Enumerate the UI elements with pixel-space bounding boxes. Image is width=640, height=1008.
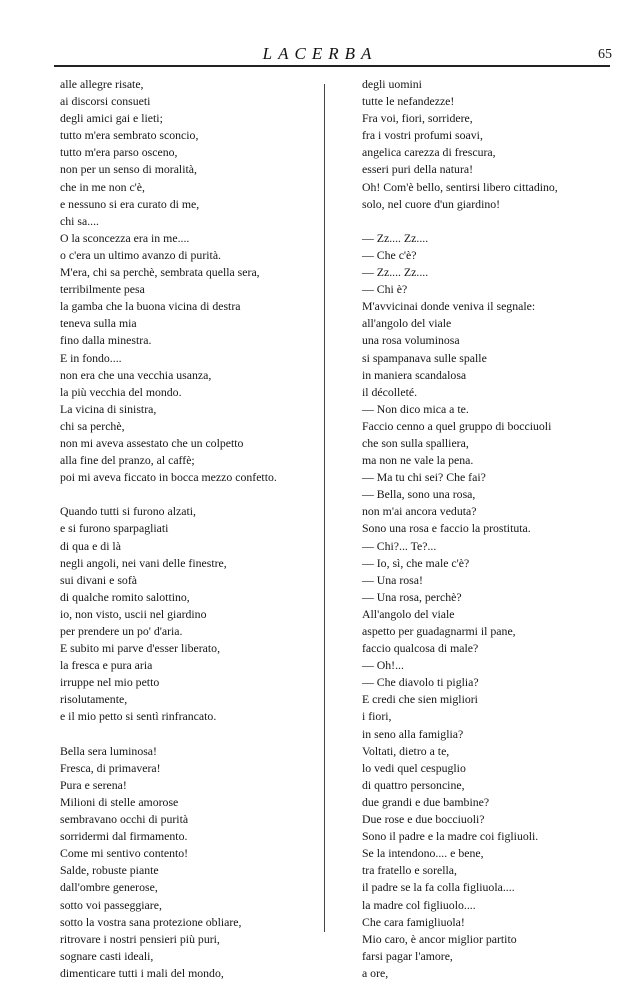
verse-line: — Una rosa! (362, 572, 423, 587)
verse-line: alle allegre risate, (60, 77, 144, 91)
stanza-break (362, 213, 620, 230)
verse-line: Fra voi, fiori, sorridere, (362, 111, 473, 126)
verse-line: Oh! Com'è bello, sentirsi libero cittadino, (362, 179, 558, 194)
verse-line: non per un senso di moralità, (60, 162, 197, 177)
verse-line: il décolleté. (362, 384, 418, 399)
verse-line: — Che diavolo ti piglia? (362, 675, 479, 690)
verse-line: Sono il padre e la madre coi figliuoli. (362, 829, 539, 844)
verse-line: — Chi è? (362, 282, 408, 297)
verse-line: E credi che sien migliori (362, 692, 478, 707)
verse-line: All'angolo del viale (362, 606, 455, 621)
verse-line: aspetto per guadagnarmi il pane, (362, 624, 516, 638)
verse-line: Faccio cenno a quel gruppo di bocciuoli (362, 418, 552, 433)
verse-line: negli angoli, nei vani delle finestre, (60, 555, 227, 570)
verse-line: che son sulla spalliera, (362, 435, 469, 450)
verse-line: due grandi e due bambine? (362, 794, 490, 809)
verse-line: Salde, robuste piante (60, 863, 159, 878)
verse-line: degli amici gai e lieti; (60, 111, 163, 126)
verse-line: esseri puri della natura! (362, 162, 474, 177)
verse-line: E subito mi parve d'esser liberato, (60, 641, 221, 656)
verse-line: risolutamente, (60, 692, 128, 707)
verse-line: ritrovare i nostri pensieri più puri, (60, 931, 220, 946)
verse-line: di qualche romito salottino, (60, 589, 190, 604)
verse-line: sognare casti ideali, (60, 948, 154, 963)
verse-line: — Ma tu chi sei? Che fai? (362, 470, 486, 485)
verse-line: farsi pagar l'amore, (362, 948, 453, 963)
verse-line: o c'era un ultimo avanzo di purità. (60, 247, 222, 262)
verse-line: O la sconcezza era in me.... (60, 230, 190, 245)
verse-line: Pura e serena! (60, 777, 127, 792)
verse-line: e il mio petto si sentì rinfrancato. (60, 709, 217, 724)
verse-line: alla fine del pranzo, al caffè; (60, 453, 195, 468)
verse-line: M'avvicinai donde veniva il segnale: (362, 299, 536, 314)
verse-line: — Zz.... Zz.... (362, 265, 429, 280)
verse-line: poi mi aveva ficcato in bocca mezzo confetto. (60, 470, 277, 485)
verse-line: e si furono sparpagliati (60, 521, 169, 536)
verse-line: Quando tutti si furono alzati, (60, 504, 196, 519)
header-rule (54, 65, 610, 67)
verse-line: sotto la vostra sana protezione obliare, (60, 914, 242, 929)
verse-line: — Bella, sono una rosa, (362, 487, 476, 502)
verse-line: la fresca e pura aria (60, 658, 153, 673)
verse-line: tutto m'era parso osceno, (60, 145, 178, 160)
verse-line: i fiori, (362, 709, 392, 724)
verse-line: non era che una vecchia usanza, (60, 367, 212, 382)
verse-line: dall'ombre generose, (60, 880, 158, 895)
verse-line: sui divani e sofà (60, 572, 137, 587)
verse-line: M'era, chi sa perchè, sembrata quella sera, (60, 265, 260, 280)
verse-line: fra i vostri profumi soavi, (362, 128, 483, 143)
verse-line: E in fondo.... (60, 350, 122, 365)
verse-line: solo, nel cuore d'un giardino! (362, 196, 501, 211)
verse-line: ai discorsi consueti (60, 94, 151, 109)
verse-line: terribilmente pesa (60, 282, 145, 297)
verse-line: chi sa perchè, (60, 418, 125, 433)
verse-line: tutte le nefandezze! (362, 94, 455, 109)
page-number: 65 (598, 47, 612, 62)
stanza-break (60, 486, 318, 503)
verse-line: — Chi?... Te?... (362, 538, 437, 553)
verse-line: lo vedi quel cespuglio (362, 760, 466, 775)
verse-line: di quattro personcine, (362, 777, 465, 792)
verse-line: fino dalla minestra. (60, 333, 152, 348)
verse-line: io, non visto, uscii nel giardino (60, 606, 207, 621)
verse-line: Come mi sentivo contento! (60, 846, 189, 861)
verse-line: tutto m'era sembrato sconcio, (60, 128, 199, 143)
poem-column-left (60, 76, 318, 982)
verse-line: per prendere un po' d'aria. (60, 624, 183, 638)
verse-line: non mi aveva assestato che un colpetto (60, 435, 244, 450)
poem-column-right (362, 76, 620, 982)
verse-line: faccio qualcosa di male? (362, 641, 479, 656)
verse-line: la madre col figliuolo.... (362, 897, 476, 912)
verse-line: irruppe nel mio petto (60, 675, 160, 690)
verse-line: la gamba che la buona vicina di destra (60, 299, 241, 314)
verse-line: una rosa voluminosa (362, 333, 460, 348)
verse-line: che in me non c'è, (60, 179, 145, 194)
verse-line: degli uomini (362, 77, 422, 91)
stanza-break (60, 726, 318, 743)
verse-line: di qua e di là (60, 538, 121, 553)
verse-line: sembravano occhi di purità (60, 812, 189, 827)
verse-line: non m'ai ancora veduta? (362, 504, 477, 519)
verse-line: — Una rosa, perchè? (362, 589, 462, 604)
verse-line: Milioni di stelle amorose (60, 794, 179, 809)
verse-line: sorridermi dal firmamento. (60, 829, 188, 844)
verse-line: Voltati, dietro a te, (362, 743, 450, 758)
verse-line: la più vecchia del mondo. (60, 384, 182, 399)
verse-line: all'angolo del viale (362, 316, 452, 331)
verse-line: La vicina di sinistra, (60, 401, 157, 416)
verse-line: Sono una rosa e faccio la prostituta. (362, 521, 531, 536)
verse-line: teneva sulla mia (60, 316, 137, 331)
verse-line: in maniera scandalosa (362, 367, 467, 382)
verse-line: — Che c'è? (362, 247, 417, 262)
verse-line: a ore, (362, 965, 389, 980)
verse-line: — Zz.... Zz.... (362, 230, 429, 245)
verse-line: Se la intendono.... e bene, (362, 846, 484, 861)
verse-line: ma non ne vale la pena. (362, 453, 474, 468)
verse-line: Fresca, di primavera! (60, 760, 161, 775)
verse-line: Che cara famigliuola! (362, 914, 465, 929)
verse-line: il padre se la fa colla figliuola.... (362, 880, 515, 895)
verse-line: chi sa.... (60, 213, 99, 228)
verse-line: — Non dico mica a te. (362, 401, 469, 416)
verse-line: Bella sera luminosa! (60, 743, 157, 758)
journal-title: LACERBA (262, 44, 378, 63)
verse-line: — Io, sì, che male c'è? (362, 555, 470, 570)
verse-line: Mio caro, è ancor miglior partito (362, 931, 517, 946)
verse-line: Due rose e due bocciuoli? (362, 812, 485, 827)
column-divider (324, 84, 325, 932)
verse-line: tra fratello e sorella, (362, 863, 457, 878)
verse-line: si spampanava sulle spalle (362, 350, 487, 365)
verse-line: sotto voi passeggiare, (60, 897, 162, 912)
verse-line: e nessuno si era curato di me, (60, 196, 200, 211)
verse-line: angelica carezza di frescura, (362, 145, 496, 160)
verse-line: — Oh!... (362, 658, 404, 673)
verse-line: in seno alla famiglia? (362, 726, 464, 741)
verse-line: dimenticare tutti i mali del mondo, (60, 965, 224, 980)
